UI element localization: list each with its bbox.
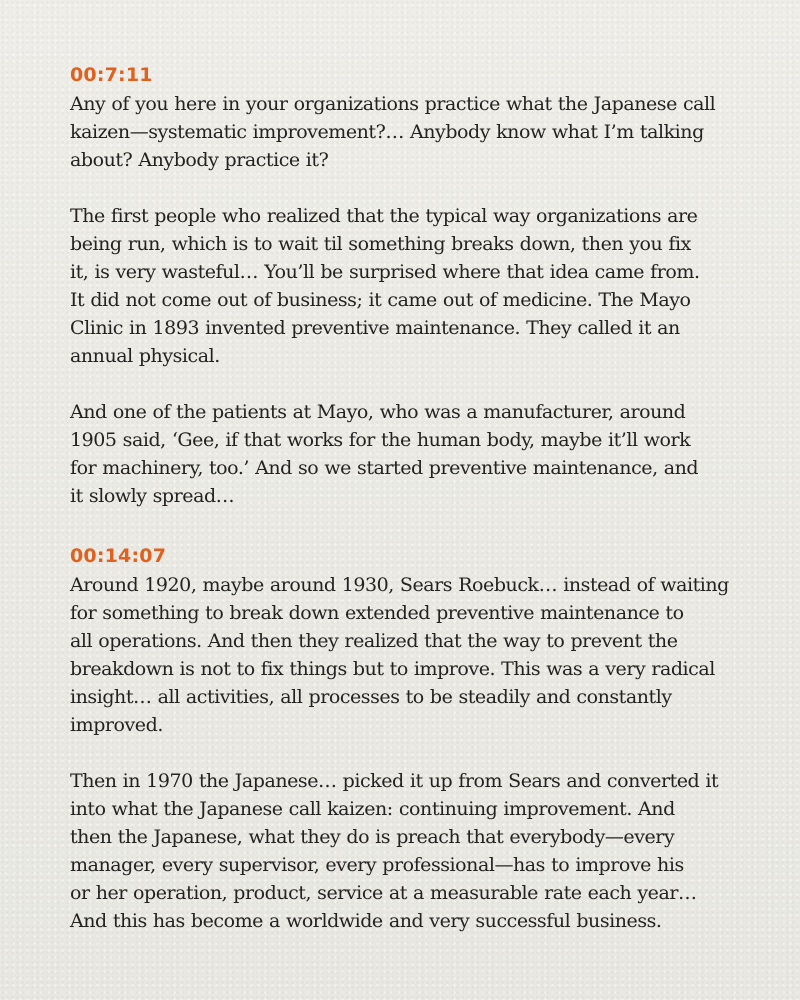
- timestamp: 00:7:11: [70, 64, 153, 86]
- text-line: It did not come out of business; it came out of medicine. The Mayo: [70, 289, 691, 311]
- paragraph: [70, 571, 750, 739]
- paragraph: [70, 202, 750, 370]
- text-line: And one of the patients at Mayo, who was a manufacturer, around: [70, 401, 686, 423]
- text-line: it, is very wasteful… You’ll be surprised where that idea came from.: [70, 261, 700, 283]
- text-line: for something to break down extended preventive maintenance to: [70, 602, 684, 624]
- text-line: kaizen—systematic improvement?… Anybody know what I’m talking: [70, 121, 704, 143]
- text-line: into what the Japanese call kaizen: continuing improvement. And: [70, 798, 675, 820]
- text-line: then the Japanese, what they do is preach that everybody—every: [70, 826, 675, 848]
- text-line: insight… all activities, all processes to be steadily and constantly: [70, 686, 672, 708]
- paragraph: [70, 767, 750, 935]
- timestamp: 00:14:07: [70, 545, 167, 567]
- text-line: all operations. And then they realized that the way to prevent the: [70, 630, 678, 652]
- transcript-section: [70, 60, 750, 510]
- text-line: about? Anybody practice it?: [70, 149, 329, 171]
- text-line: improved.: [70, 714, 163, 736]
- text-line: for machinery, too.’ And so we started preventive maintenance, and: [70, 457, 699, 479]
- text-line: Clinic in 1893 invented preventive maintenance. They called it an: [70, 317, 680, 339]
- text-line: Around 1920, maybe around 1930, Sears Roebuck… instead of waiting: [70, 574, 729, 596]
- text-line: being run, which is to wait til something breaks down, then you fix: [70, 233, 691, 255]
- paragraph: [70, 398, 750, 510]
- transcript: [70, 60, 750, 935]
- text-line: it slowly spread…: [70, 485, 235, 507]
- text-line: The first people who realized that the typical way organizations are: [70, 205, 698, 227]
- text-line: breakdown is not to fix things but to improve. This was a very radical: [70, 658, 715, 680]
- text-line: 1905 said, ‘Gee, if that works for the human body, maybe it’ll work: [70, 429, 691, 451]
- paragraph: [70, 90, 750, 174]
- text-line: Then in 1970 the Japanese… picked it up from Sears and converted it: [70, 770, 719, 792]
- text-line: Any of you here in your organizations practice what the Japanese call: [70, 93, 716, 115]
- text-line: or her operation, product, service at a measurable rate each year…: [70, 882, 697, 904]
- transcript-section: [70, 541, 750, 935]
- text-line: annual physical.: [70, 345, 220, 367]
- text-line: And this has become a worldwide and very successful business.: [70, 910, 662, 932]
- text-line: manager, every supervisor, every professional—has to improve his: [70, 854, 684, 876]
